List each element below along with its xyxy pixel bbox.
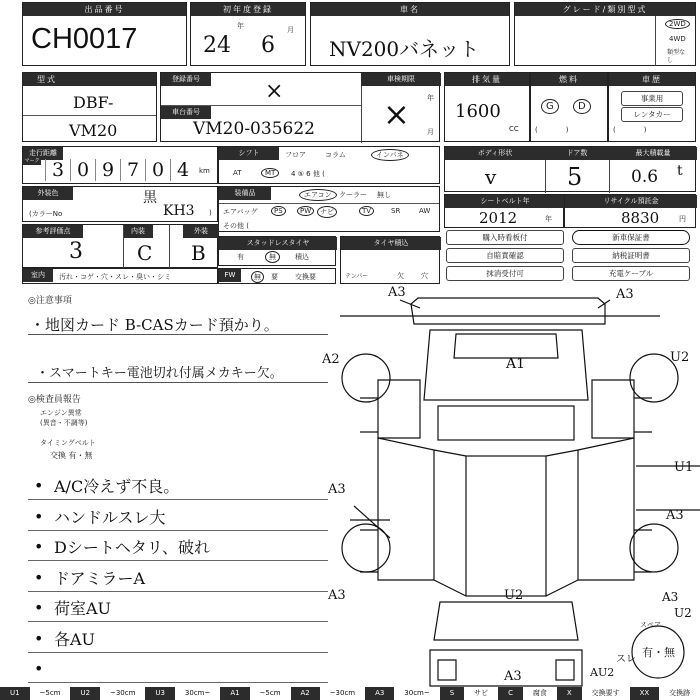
report-line-text: A/C冷えず不良。	[54, 477, 180, 496]
seatbelt-label: シートベルト年	[445, 195, 565, 208]
tire-missing: 欠	[397, 272, 404, 280]
seatbelt-unit: 年	[545, 215, 552, 223]
roof	[466, 456, 546, 596]
report-line-text: Dシートヘタリ、破れ	[54, 538, 211, 557]
report-line	[28, 531, 328, 561]
mark-a3-right-mid: A3	[666, 508, 684, 523]
legend-key: U3	[145, 687, 175, 700]
tire-hole: 穴	[421, 272, 428, 280]
shift-mt: MT	[261, 168, 279, 178]
mileage-digit: 7	[120, 159, 145, 181]
bullet-icon: •	[34, 598, 44, 617]
shift-column: コラム	[325, 151, 346, 159]
caution-label: ◎注意事項	[28, 296, 72, 306]
type-label: 型式	[23, 73, 156, 86]
mileage-unit: km	[199, 167, 210, 175]
year-unit: 年	[237, 22, 244, 30]
interior-score-label: 内装	[123, 225, 153, 238]
engine-sub: (異音・不調等)	[40, 419, 88, 427]
windshield	[438, 406, 574, 440]
legend-value: ~5cm	[30, 687, 71, 700]
drive-2wd: 2WD	[665, 19, 690, 29]
month-unit: 月	[287, 26, 294, 34]
equip-navi: ナビ	[317, 206, 337, 218]
bullet-icon: •	[34, 628, 44, 648]
legend-value: ~30cm	[100, 687, 145, 700]
first-registration-year: 24	[203, 33, 231, 58]
fw-replace: 交換要	[295, 273, 316, 281]
seatbelt-value: 2012	[479, 209, 518, 227]
document-item: 新車保証書	[572, 230, 690, 245]
equip-ps: PS	[271, 206, 286, 216]
equip-sr: SR	[391, 207, 401, 215]
mark-a3-bottom: A3	[504, 669, 522, 684]
timing-label: タイミングベルト	[40, 439, 96, 447]
document-item: 納税証明書	[572, 248, 690, 263]
legend-key: A3	[365, 687, 394, 700]
color-code: KH3	[163, 203, 195, 219]
body-value: v	[485, 165, 497, 189]
interior-notes-label: 室内	[23, 269, 53, 282]
mileage-mark: マーク	[24, 158, 40, 164]
displacement-box	[444, 72, 530, 142]
shift-gears: 4 ⑤ 6 他 (	[291, 170, 325, 178]
model-name-label: 車名	[311, 3, 509, 16]
inspection-month-unit: 月	[427, 128, 434, 136]
studless-label: スタッドレスタイヤ	[219, 237, 337, 250]
exterior-score-label: 外装	[183, 225, 219, 238]
legend-key: U1	[0, 687, 30, 700]
equip-tv: TV	[359, 206, 374, 216]
legend-key: A1	[220, 687, 249, 700]
left-body	[378, 438, 434, 580]
bullet-icon: •	[34, 537, 44, 556]
left-front-tire	[342, 354, 390, 402]
displacement-value: 1600	[455, 101, 501, 122]
studless-no: 無	[265, 251, 280, 263]
tire-spare-label: テンパー	[345, 273, 369, 280]
shift-floor: フロア	[285, 151, 306, 159]
studless-box	[218, 236, 336, 266]
interior-notes: 汚れ・コゲ・穴・スレ・臭い・シミ	[59, 273, 171, 281]
caution-line-2: ・スマートキー電池切れ付属メカキー欠。	[36, 366, 283, 381]
tire-box	[340, 236, 440, 284]
fw-box	[218, 268, 336, 284]
grade-box	[514, 2, 696, 66]
document-item: 購入時看板付	[446, 230, 564, 245]
report-line-text: 各AU	[54, 629, 96, 649]
legend-value: 30cm~	[394, 687, 439, 700]
recycle-value: 8830	[621, 209, 660, 227]
color-code-label: (カラーNo	[29, 210, 63, 218]
legend-value: 腐食	[523, 687, 557, 700]
equipment-box	[218, 186, 440, 232]
legend-key: S	[440, 687, 464, 700]
fw-label: FW	[219, 269, 241, 282]
lot-number-label: 出品番号	[23, 3, 186, 16]
drive-type-none: 類型なし	[667, 49, 686, 64]
legend-key: A2	[291, 687, 320, 700]
mileage-digit: 0	[145, 159, 170, 181]
legend-value: ~30cm	[320, 687, 365, 700]
load-label: 最大積載量	[609, 147, 697, 160]
legend-key: X	[557, 687, 582, 700]
equip-airbag: エアバッグ	[223, 208, 258, 216]
legend-key: U2	[70, 687, 100, 700]
equip-aircon: エアコン	[299, 189, 337, 201]
shift-box	[218, 146, 440, 184]
seatbelt-box	[444, 194, 564, 228]
fuel-box: 燃料 G D ( )	[530, 72, 608, 142]
equip-other: その他 (	[223, 222, 249, 230]
report-line	[28, 501, 328, 531]
recycle-unit: 円	[679, 215, 686, 223]
mark-a2-left: A2	[322, 352, 340, 367]
type-value-2: VM20	[69, 121, 118, 140]
bullet-icon: •	[34, 506, 44, 526]
grade-label: グレード/類別型式	[515, 3, 695, 16]
mark-sure-bottom: スレ	[616, 654, 636, 665]
ref-score: 3	[69, 239, 83, 264]
interior-notes-box	[22, 268, 218, 284]
legend-value: 30cm~	[175, 687, 220, 700]
lot-number: CH0017	[31, 23, 138, 55]
vehicle-business: 事業用	[621, 91, 683, 106]
vehicle-rental: レンタカー	[621, 107, 683, 122]
chassis-label: 車台番号	[161, 106, 211, 119]
fw-none: 無	[251, 271, 264, 283]
color-value: 黒	[143, 190, 157, 206]
first-registration-label: 初年度登録	[191, 3, 305, 16]
shift-instrument: インパネ	[371, 149, 409, 161]
mileage-digit: 3	[45, 159, 70, 181]
mark-au2-bottom: AU2	[590, 666, 615, 679]
mark-a3-top-left: A3	[388, 285, 406, 300]
ref-score-label: 参考評価点	[23, 225, 83, 238]
mileage-digit: 4	[170, 159, 195, 181]
documents-grid	[446, 230, 696, 284]
model-name: NV200バネット	[329, 37, 480, 61]
report-line-text: 荷室AU	[54, 599, 112, 618]
mark-a1-hood: A1	[506, 356, 526, 372]
mileage-box	[22, 146, 218, 184]
shift-at: AT	[233, 169, 242, 177]
inspection-year-unit: 年	[427, 94, 434, 102]
studless-yes: 有	[237, 253, 244, 261]
equip-pw: PW	[297, 206, 314, 216]
body-box	[444, 146, 696, 192]
interior-score: C	[137, 241, 153, 265]
document-item: 自賠責確認	[446, 248, 564, 263]
report-line	[28, 623, 328, 653]
report-line	[28, 653, 328, 683]
registration-no-value: ×	[265, 79, 284, 104]
displacement-label: 排気量	[445, 73, 529, 86]
fw-required: 要	[271, 273, 278, 281]
doors-label: ドア数	[545, 147, 609, 160]
equipment-label: 装備品	[219, 187, 271, 200]
exterior-score: B	[191, 241, 206, 265]
bullet-icon: •	[34, 567, 44, 587]
spare-circle-text: 有・無	[642, 646, 675, 659]
doors-value: 5	[567, 163, 583, 191]
legend-key: XX	[630, 687, 660, 700]
legend-value: 交換跡	[659, 687, 700, 700]
model-name-box	[310, 2, 510, 66]
color-label: 外装色	[23, 187, 73, 200]
mileage-label: 走行距離	[23, 147, 63, 160]
fuel-g: G	[541, 99, 559, 114]
rear-window	[434, 602, 578, 640]
first-registration-month: 6	[261, 33, 275, 58]
document-item: 抹消受付可	[446, 266, 564, 281]
vehicle-history-label: 車歴	[609, 73, 695, 86]
equip-cooler: クーラー	[339, 191, 367, 199]
mileage-digit: 9	[95, 159, 120, 181]
mark-u2-rear-right: U2	[674, 606, 692, 620]
inspector-label: ◎検査員報告	[28, 395, 81, 405]
mark-u2-rear: U2	[504, 588, 524, 603]
mileage-digit: 0	[70, 159, 95, 181]
color-box: 外装色 黒 (カラーNo KH3 )	[22, 186, 218, 222]
drive-4wd: 4WD	[669, 35, 686, 43]
mark-a3-rear-right: A3	[662, 590, 679, 604]
mark-a3-top-right: A3	[616, 287, 634, 302]
mark-u1-right: U1	[674, 460, 694, 475]
report-lines	[28, 470, 328, 685]
load-value: 0.6	[631, 167, 659, 187]
lot-number-box	[22, 2, 187, 66]
damage-legend	[0, 687, 700, 700]
right-body	[578, 438, 634, 580]
mark-a3-left-low: A3	[328, 588, 346, 603]
body-label: ボディ形状	[445, 147, 545, 160]
bullet-icon: •	[34, 476, 44, 495]
inspection-label: 車検期限	[361, 73, 441, 86]
left-front-door	[378, 380, 420, 438]
fuel-label: 燃料	[531, 73, 607, 86]
mark-u2-right: U2	[670, 350, 690, 365]
document-item: 充電ケーブル	[572, 266, 690, 281]
right-rear-tire	[630, 524, 678, 572]
equip-none: 無し	[377, 191, 391, 199]
right-front-door	[592, 380, 634, 438]
timing-value: 交換 有・無	[50, 451, 93, 460]
registration-no-label: 登録番号	[161, 73, 211, 86]
legend-value: ~5cm	[250, 687, 291, 700]
legend-value: サビ	[464, 687, 498, 700]
report-line-text: ハンドルスレ大	[54, 507, 166, 527]
equip-aw: AW	[419, 207, 431, 215]
type-box	[22, 72, 157, 142]
load-unit: t	[677, 163, 683, 179]
mark-a3-left-mid: A3	[328, 482, 346, 497]
fuel-d: D	[573, 99, 591, 114]
vehicle-history-box: 車歴 事業用 レンタカー ( )	[608, 72, 696, 142]
score-box	[22, 224, 218, 268]
tire-label: タイヤ積込	[341, 237, 441, 250]
engine-label: エンジン異常	[40, 409, 82, 417]
bullet-icon: •	[34, 659, 44, 678]
shift-label: シフト	[219, 147, 279, 160]
report-line	[28, 470, 328, 500]
type-value-1: DBF-	[73, 93, 114, 112]
report-line	[28, 562, 328, 592]
legend-key: C	[498, 687, 523, 700]
report-line-text: ドアミラーA	[54, 568, 146, 588]
inspection-value: ×	[383, 95, 410, 133]
recycle-box	[564, 194, 696, 228]
legend-value: 交換要す	[582, 687, 630, 700]
mileage-digits	[45, 159, 195, 181]
first-registration-box	[190, 2, 306, 66]
caution-line-1: ・地図カード B-CASカード預かり。	[30, 316, 279, 334]
report-line	[28, 592, 328, 622]
recycle-label: リサイクル預託金	[565, 195, 697, 208]
displacement-unit: CC	[509, 125, 519, 133]
spare-label: スペア	[640, 621, 661, 629]
studless-loaded: 積込	[295, 253, 309, 261]
registration-box	[160, 72, 440, 142]
chassis-value: VM20-035622	[193, 119, 315, 139]
front-bumper	[411, 298, 605, 324]
